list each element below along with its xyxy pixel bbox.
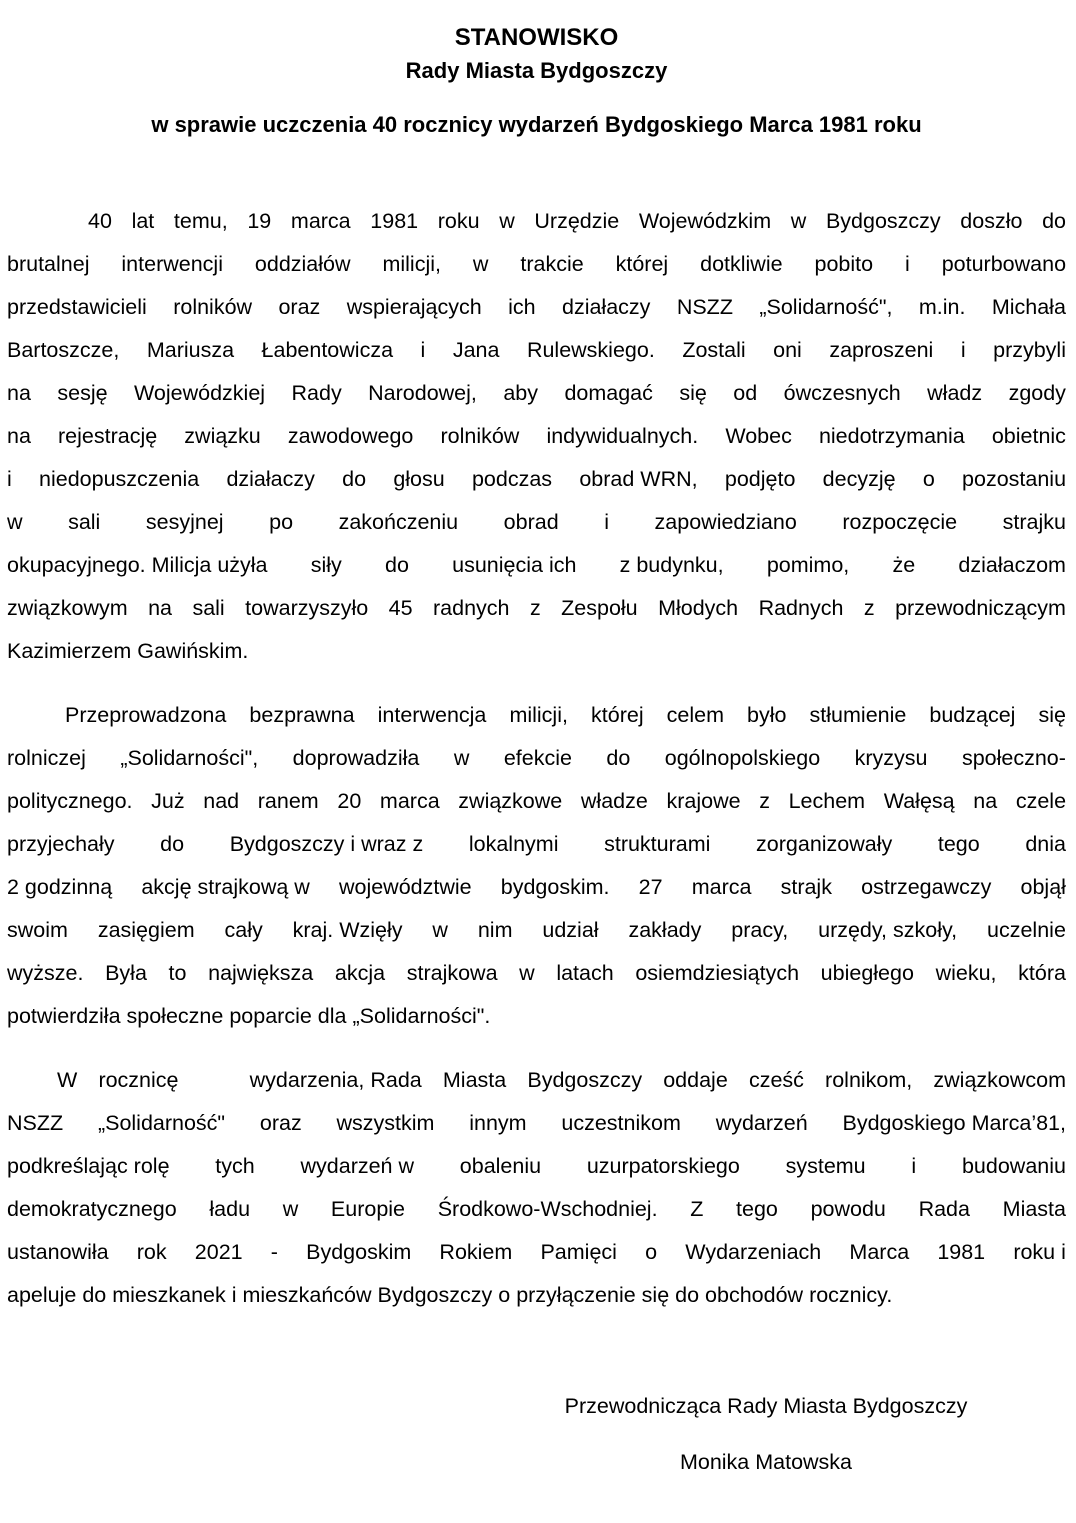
non-breaking-group: 2 godzinną: [7, 875, 113, 899]
document-subtitle: Rady Miasta Bydgoszczy: [405, 58, 668, 83]
text-line: W rocznicę wydarzenia, Rada Miasta Bydgoszczy oddaje cześć rolnikom, związkowcom: [7, 1059, 1066, 1102]
document-title: STANOWISKO: [454, 24, 619, 51]
text-line: 40 lat temu, 19 marca 1981 roku w Urzędzie Wojewódzkim w Bydgoszczy doszło do: [88, 209, 1066, 233]
non-breaking-group: Bydgoskiego Marca’81,: [842, 1111, 1066, 1135]
text-line: i niedopuszczenia działaczy do głosu podczas obrad WRN, podjęto decyzję o pozostaniu: [7, 458, 1066, 501]
text-line: demokratycznego ładu w Europie Środkowo-Wschodniej. Z tego powodu Rada Miasta: [7, 1197, 1066, 1221]
paragraph: [7, 694, 1066, 1038]
non-breaking-group: usunięcia ich: [452, 553, 577, 577]
text-line: Kazimierzem Gawińskim.: [7, 639, 249, 663]
text-line: Bartoszcze, Mariusza Łabentowicza i Jana Rulewskiego. Zostali oni zaproszeni i przybyli: [7, 338, 1066, 362]
text-line: w sali sesyjnej po zakończeniu obrad i zapowiedziano rozpoczęcie strajku: [7, 510, 1066, 534]
non-breaking-group: z budynku,: [619, 553, 724, 577]
text-line: okupacyjnego. Milicja użyła siły do usunięcia ich z budynku, pomimo, że działaczom: [7, 544, 1066, 587]
text-line: na sesję Wojewódzkiej Rady Narodowej, aby domagać się od ówczesnych władz zgody: [7, 381, 1066, 405]
text-line: przedstawicieli rolników oraz wspierających ich działaczy NSZZ „Solidarność", m.in. Michała: [7, 295, 1066, 319]
text-line: NSZZ „Solidarność" oraz wszystkim innym uczestnikom wydarzeń Bydgoskiego Marca’81,: [7, 1102, 1066, 1145]
text-line: brutalnej interwencji oddziałów milicji, w trakcie której dotkliwie pobito i poturbowano: [7, 252, 1066, 276]
text-line: na rejestrację związku zawodowego rolników indywidualnych. Wobec niedotrzymania obietnic: [7, 424, 1066, 448]
text-line: apeluje do mieszkanek i mieszkańców Bydgoszczy o przyłączenie się do obchodów rocznicy.: [7, 1283, 893, 1307]
signature-role: Przewodnicząca Rady Miasta Bydgoszczy: [564, 1394, 968, 1418]
document-body: [7, 200, 1066, 1317]
signature-block: [535, 1385, 997, 1484]
text-line: potwierdziła społeczne poparcie dla „Solidarności".: [7, 1004, 491, 1028]
text-line: związkowym na sali towarzyszyło 45 radnych z Zespołu Młodych Radnych z przewodniczącym: [7, 596, 1066, 620]
signature-name: Monika Matowska: [679, 1450, 853, 1474]
text-line: Przeprowadzona bezprawna interwencja milicji, której celem było stłumienie budzącej się: [65, 703, 1066, 727]
paragraph: [7, 200, 1066, 673]
text-line: politycznego. Już nad ranem 20 marca związkowe władze krajowe z Lechem Wałęsą na czele: [7, 789, 1066, 813]
non-breaking-group: Bydgoszczy i wraz z: [229, 832, 424, 856]
non-breaking-group: podkreślając rolę: [7, 1154, 170, 1178]
non-breaking-group: obrad WRN,: [579, 467, 698, 491]
text-line: ustanowiła rok 2021 - Bydgoskim Rokiem Pamięci o Wydarzeniach Marca 1981 roku i: [7, 1231, 1066, 1274]
non-breaking-group: roku i: [1013, 1240, 1066, 1264]
text-line: 2 godzinną akcję strajkową w województwie bydgoskim. 27 marca strajk ostrzegawczy objął: [7, 866, 1066, 909]
text-line: rolniczej „Solidarności", doprowadziła w efekcie do ogólnopolskiego kryzysu społeczno-: [7, 746, 1066, 770]
text-line: wyższe. Była to największa akcja strajkowa w latach osiemdziesiątych ubiegłego wieku, która: [7, 961, 1066, 985]
non-breaking-group: akcję strajkową w: [141, 875, 310, 899]
text-line: przyjechały do Bydgoszczy i wraz z lokalnymi strukturami zorganizowały tego dnia: [7, 823, 1066, 866]
non-breaking-group: wydarzenia, Rada: [249, 1068, 422, 1092]
document-subject-line: w sprawie uczczenia 40 rocznicy wydarzeń Bydgoskiego Marca 1981 roku: [151, 112, 922, 137]
text-line: swoim zasięgiem cały kraj. Wzięły w nim udział zakłady pracy, urzędy, szkoły, uczelnie: [7, 909, 1066, 952]
non-breaking-group: kraj. Wzięły: [292, 918, 403, 942]
non-breaking-group: wydarzeń w: [300, 1154, 415, 1178]
non-breaking-group: urzędy, szkoły,: [818, 918, 958, 942]
text-line: podkreślając rolę tych wydarzeń w obaleniu uzurpatorskiego systemu i budowaniu: [7, 1145, 1066, 1188]
non-breaking-group: okupacyjnego. Milicja użyła: [7, 553, 268, 577]
paragraph: [7, 1059, 1066, 1317]
